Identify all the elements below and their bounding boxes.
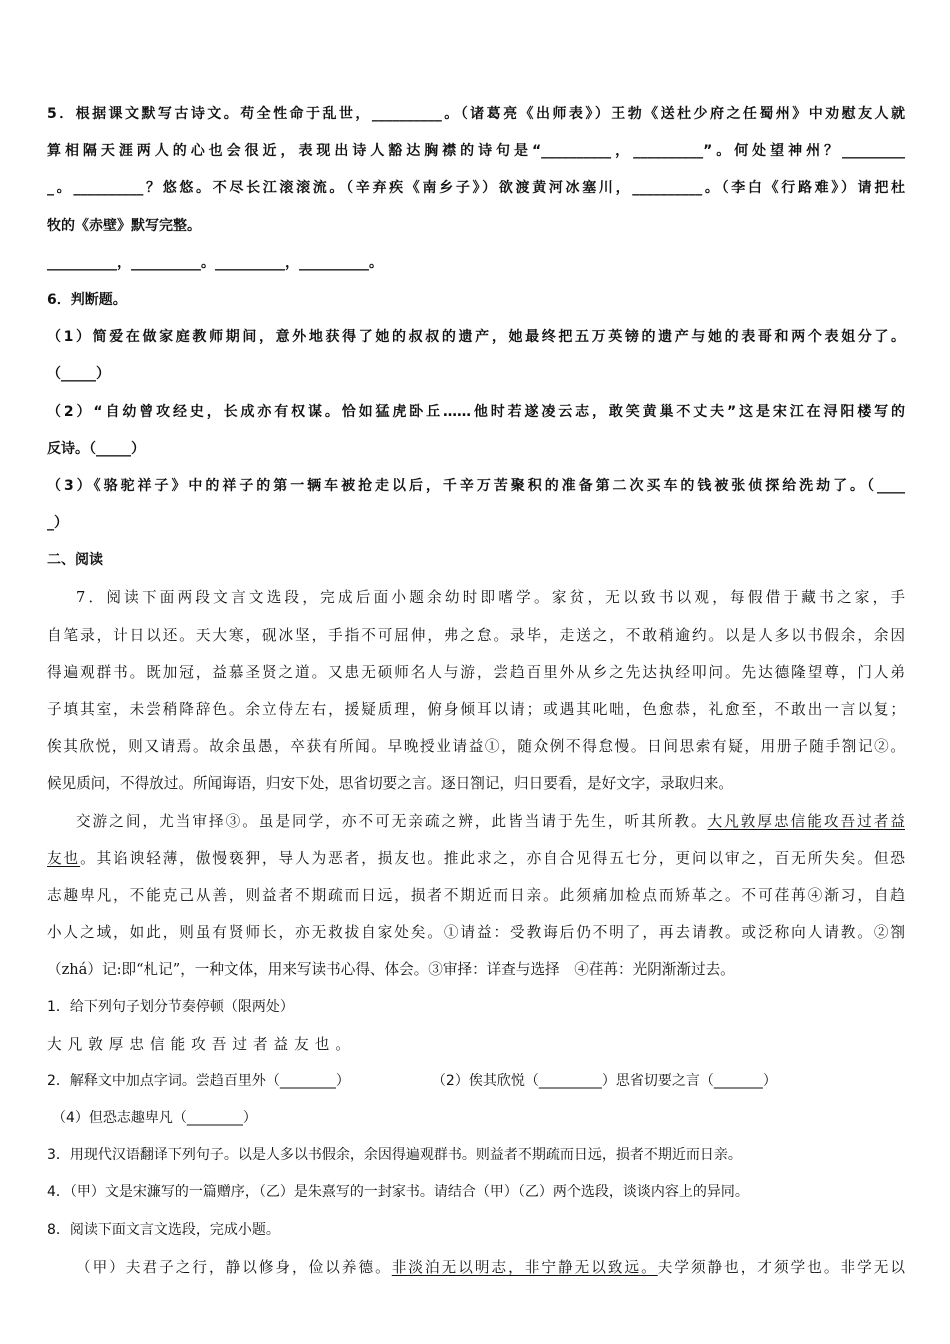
q6-item-1: （1）简爱在做家庭教师期间，意外地获得了她的叔叔的遗产，她最终把五万英镑的遗产与她的表哥和两个表姐分了。 bbox=[47, 329, 905, 346]
underlined-sentence: 大凡敦厚忠信能攻吾过者益 bbox=[707, 812, 905, 830]
q7-passage-line-1: 7．阅读下面两段文言文选段，完成后面小题余幼时即嗜学。家贫，无以致书以观，每假借于藏书之家，手 bbox=[76, 589, 905, 607]
q7-passage-b-line-3: 志趣卑凡，不能克己从善，则益者不期疏而日远，损者不期近而日亲。此须痛加检点而矫革之。不可荏苒④渐习，自趋 bbox=[47, 886, 905, 904]
underlined-sentence: 非淡泊无以明志，非宁静无以致远。 bbox=[391, 1258, 658, 1276]
q5-line-3: _。__________？悠悠。不尽长江滚滚流。（辛弃疾《南乡子》）欲渡黄河冰塞川，__________。（李白《行路难》）请把杜 bbox=[47, 180, 905, 197]
q8-heading: 8．阅读下面文言文选段，完成小题。 bbox=[47, 1221, 280, 1238]
q7-passage-b-line-2: 友也。其谄谀轻薄，傲慢亵狎，导人为恶者，损友也。推此求之，亦自合见得五七分，更问以审之，百无所失矣。但恐 bbox=[47, 849, 905, 867]
q7-passage-line-5: 俟其欣悦，则又请焉。故余虽愚，卒获有所闻。早晚授业请益①，随众例不得怠慢。日间思索有疑，用册子随手劄记②。 bbox=[47, 738, 905, 756]
document-page bbox=[47, 96, 905, 1286]
q6-heading: 6．判断题。 bbox=[47, 291, 127, 308]
underlined-sentence-end: 友也 bbox=[47, 849, 81, 867]
q6-item-1-blank: （_____） bbox=[47, 366, 110, 383]
q7-sub4: 4．（甲）文是宋濂写的一篇赠序，（乙）是朱熹写的一封家书。请结合（甲）（乙）两个选段，谈谈内容上的异同。 bbox=[47, 1184, 749, 1201]
q7-passage-b-line-1: 交游之间，尤当审择③。虽是同学，亦不可无亲疏之辨，此皆当请于先生，听其所教。大凡敦厚忠信能攻吾过者益 bbox=[76, 812, 905, 830]
q5-line-4: 牧的《赤壁》默写完整。 bbox=[47, 217, 201, 234]
q7-sub1-sentence: 大凡敦厚忠信能攻吾过者益友也。 bbox=[47, 1035, 356, 1053]
q7-passage-line-4: 子填其室，未尝稍降辞色。余立侍左右，援疑质理，俯身倾耳以请；或遇其叱咄，色愈恭，礼愈至，不敢出一言以复； bbox=[47, 701, 905, 718]
q6-item-2-end: 反诗。（_____） bbox=[47, 440, 145, 457]
q7-sub3: 3．用现代汉语翻译下列句子。以是人多以书假余，余因得遍观群书。则益者不期疏而日远，损者不期近而日亲。 bbox=[47, 1147, 742, 1164]
q7-sub2: 2．解释文中加点字词。尝趋百里外（________） （2）俟其欣悦（_________）思省切要之言（_______） bbox=[47, 1072, 777, 1089]
q5-line-2: 算相隔天涯两人的心也会很近，表现出诗人豁达胸襟的诗句是“__________，__________”。何处望神州？_________ bbox=[47, 143, 905, 160]
q7-passage-line-3: 得遍观群书。既加冠，益慕圣贤之道。又患无硕师名人与游，尝趋百里外从乡之先达执经叩问。先达德隆望尊，门人弟 bbox=[47, 663, 905, 681]
q6-item-3-end: _） bbox=[47, 515, 68, 532]
q6-item-2: （2）“自幼曾攻经史，长成亦有权谋。恰如猛虎卧丘……他时若遂凌云志，敢笑黄巢不丈夫”这是宋江在浔阳楼写的 bbox=[47, 403, 905, 420]
q7-passage-line-2: 自笔录，计日以还。天大寒，砚冰坚，手指不可屈伸，弗之怠。录毕，走送之，不敢稍逾约。以是人多以书假余，余因 bbox=[47, 626, 905, 644]
q7-passage-b-line-4: 小人之域，如此，则虽有贤师长，亦无救拔自家处矣。①请益：受教诲后仍不明了，再去请教。或泛称向人请教。②劄 bbox=[47, 924, 905, 942]
q6-item-3: （3）《骆驼祥子》中的祥子的第一辆车被抢走以后，千辛万苦聚积的准备第二次买车的钱被张侦探给洗劫了。（____ bbox=[47, 477, 905, 494]
q5-answer-blanks: __________，__________。__________，__________。 bbox=[47, 254, 383, 271]
q7-sub1: 1．给下列句子划分节奏停顿（限两处） bbox=[47, 998, 294, 1015]
q7-sub2-item4: （4）但恐志趣卑凡（________） bbox=[52, 1110, 257, 1127]
section-reading-heading: 二、阅读 bbox=[47, 552, 103, 569]
q7-passage-line-6: 候见质问，不得放过。所闻诲语，归安下处，思省切要之言。逐日劄记，归日要看，是好文字，录取归来。 bbox=[47, 775, 733, 793]
q5-line-1: 5．根据课文默写古诗文。苟全性命于乱世，__________。（诸葛亮《出师表》）王勃《送杜少府之任蜀州》中劝慰友人就 bbox=[47, 106, 905, 122]
q8-passage-line-1: （甲）夫君子之行，静以修身，俭以养德。非淡泊无以明志，非宁静无以致远。夫学须静也，才须学也。非学无以 bbox=[76, 1258, 905, 1276]
q7-notes-line: （zhá）记:即“札记”，一种文体，用来写读书心得、体会。③审择：详查与选择 ④荏苒：光阴渐渐过去。 bbox=[47, 961, 735, 979]
